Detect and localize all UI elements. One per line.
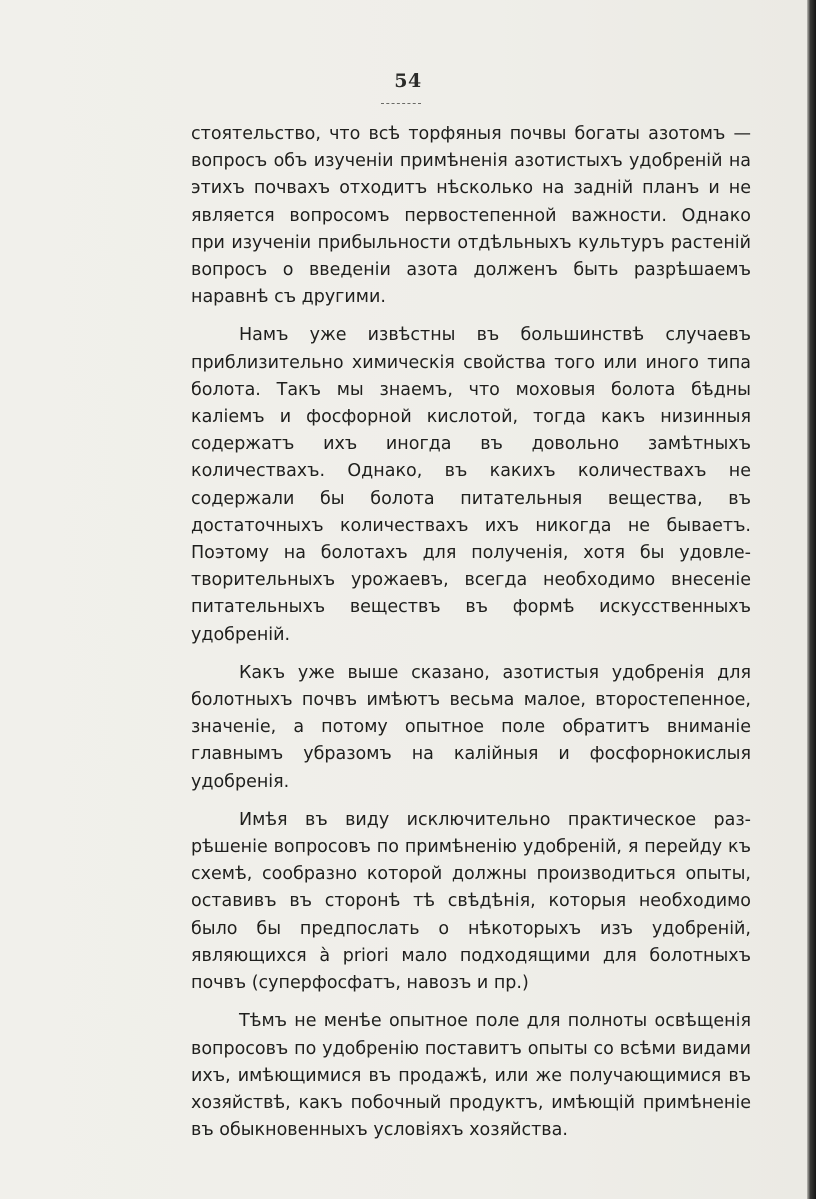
- page-binding-edge: [807, 0, 816, 1199]
- paragraph-3: Какъ уже выше сказано, азотистыя удобренія для болотныхъ почвъ имѣютъ весьма малое, второстепенное, значенiе, а потому опытное поле обратитъ вниманiе главнымъ убразомъ на калiйныя и фосфорнокислыя удобренія.: [191, 662, 751, 792]
- paragraph-1: стоятельство, что всѣ торфяныя почвы богаты азотомъ — вопросъ объ изученiи примѣненія азотистыхъ удобренiй на этихъ почвахъ отходитъ нѣсколько на заднiй планъ и не является вопросомъ первостепенной важности. Однако при изученiи прибыльности отдѣльныхъ культуръ растенiй вопросъ о введенiи азота долженъ быть разрѣшаемъ наравнѣ съ другими.: [191, 124, 751, 308]
- page-number: 54: [394, 70, 422, 92]
- paragraph-5: Тѣмъ не менѣе опытное поле для полноты освѣщенія вопросовъ по удобренiю поставитъ опыты со всѣми видами ихъ, имѣющимися въ продажѣ, или же получающимися въ хозяйствѣ, какъ побочный продуктъ, имѣющiй примѣненiе въ обыкновенныхъ условiяхъ хозяйства.: [191, 1011, 751, 1141]
- page-number-rule: [381, 103, 421, 104]
- body-text: [191, 121, 751, 1155]
- paragraph-2: Намъ уже извѣстны въ большинствѣ случаевъ приблизительно химическія свойства того или иного типа болота. Такъ мы знаемъ, что моховыя болота бѣдны калiемъ и фосфорной кислотой, тогда какъ низинныя содержатъ ихъ иногда въ довольно замѣтныхъ количествахъ. Однако, въ какихъ количествахъ не содержали бы болота питательныя вещества, въ достаточныхъ количествахъ ихъ никогда не бываетъ. Поэтому на болотахъ для полученія, хотя бы удовлетворительныхъ урожаевъ, всегда необходимо внесенiе питательныхъ веществъ въ формѣ искусственныхъ удобренiй.: [191, 325, 751, 645]
- paragraph-4: Имѣя въ виду исключительно практическое разрѣшенiе вопросовъ по примѣненiю удобренiй, я перейду къ схемѣ, сообразно которой должны производиться опыты, оставивъ въ сторонѣ тѣ свѣдѣнія, которыя необходимо было бы предпослать о нѣкоторыхъ изъ удобренiй, являющихся à priori мало подходящими для болотныхъ почвъ (суперфосфатъ, навозъ и пр.): [191, 809, 751, 994]
